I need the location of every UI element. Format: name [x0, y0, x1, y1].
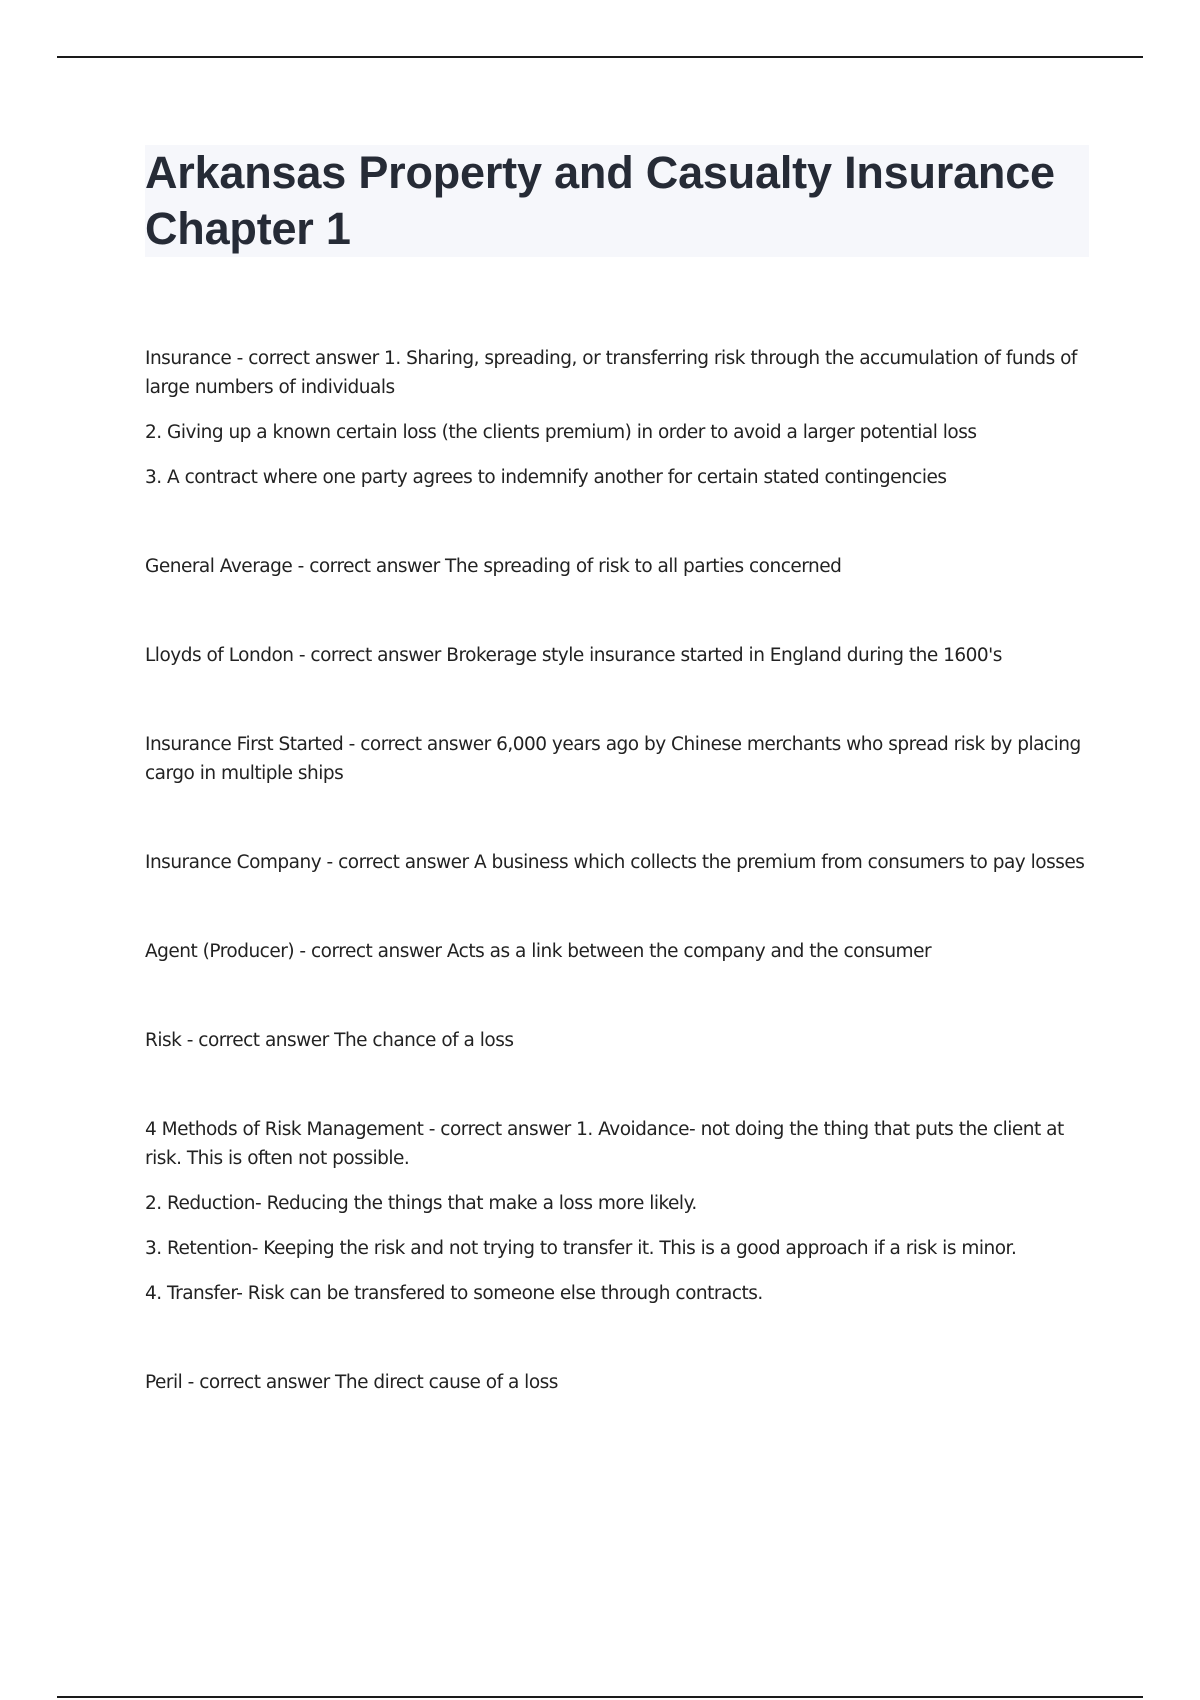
- top-divider: [57, 56, 1143, 58]
- flashcard-entry-risk-management-methods: [145, 1115, 1085, 1308]
- flashcard-entry-agent-producer: [145, 937, 1085, 966]
- entry-paragraph: 3. Retention- Keeping the risk and not trying to transfer it. This is a good approach if a risk is minor.: [145, 1238, 1017, 1259]
- flashcard-list: [145, 344, 1085, 1457]
- entry-paragraph: Insurance First Started - correct answer 6,000 years ago by Chinese merchants who spread risk by placing cargo in multiple ships: [145, 734, 1081, 784]
- flashcard-entry-insurance: [145, 344, 1085, 492]
- flashcard-entry-lloyds-of-london: [145, 641, 1085, 670]
- entry-paragraph: 2. Giving up a known certain loss (the clients premium) in order to avoid a larger potential loss: [145, 422, 977, 443]
- flashcard-entry-general-average: [145, 552, 1085, 581]
- entry-paragraph: Lloyds of London - correct answer Brokerage style insurance started in England during the 1600's: [145, 645, 1002, 666]
- page-title: Arkansas Property and Casualty Insurance Chapter 1: [145, 147, 1055, 254]
- flashcard-entry-peril: [145, 1368, 1085, 1397]
- flashcard-entry-insurance-first-started: [145, 730, 1085, 788]
- entry-paragraph: 2. Reduction- Reducing the things that make a loss more likely.: [145, 1193, 697, 1214]
- bottom-divider: [57, 1696, 1143, 1698]
- entry-paragraph: Peril - correct answer The direct cause of a loss: [145, 1372, 558, 1393]
- entry-paragraph: Insurance - correct answer 1. Sharing, spreading, or transferring risk through the accumulation of funds of large numbers of individuals: [145, 348, 1077, 398]
- entry-paragraph: Insurance Company - correct answer A business which collects the premium from consumers to pay losses: [145, 852, 1085, 873]
- entry-paragraph: 4 Methods of Risk Management - correct answer 1. Avoidance- not doing the thing that puts the client at risk. This is often not possible.: [145, 1119, 1064, 1169]
- entry-paragraph: 4. Transfer- Risk can be transfered to someone else through contracts.: [145, 1283, 763, 1304]
- entry-paragraph: 3. A contract where one party agrees to indemnify another for certain stated contingencies: [145, 467, 947, 488]
- entry-paragraph: Agent (Producer) - correct answer Acts as a link between the company and the consumer: [145, 941, 932, 962]
- flashcard-entry-risk: [145, 1026, 1085, 1055]
- title-block: [145, 145, 1089, 257]
- flashcard-entry-insurance-company: [145, 848, 1085, 877]
- entry-paragraph: Risk - correct answer The chance of a loss: [145, 1030, 514, 1051]
- entry-paragraph: General Average - correct answer The spreading of risk to all parties concerned: [145, 556, 842, 577]
